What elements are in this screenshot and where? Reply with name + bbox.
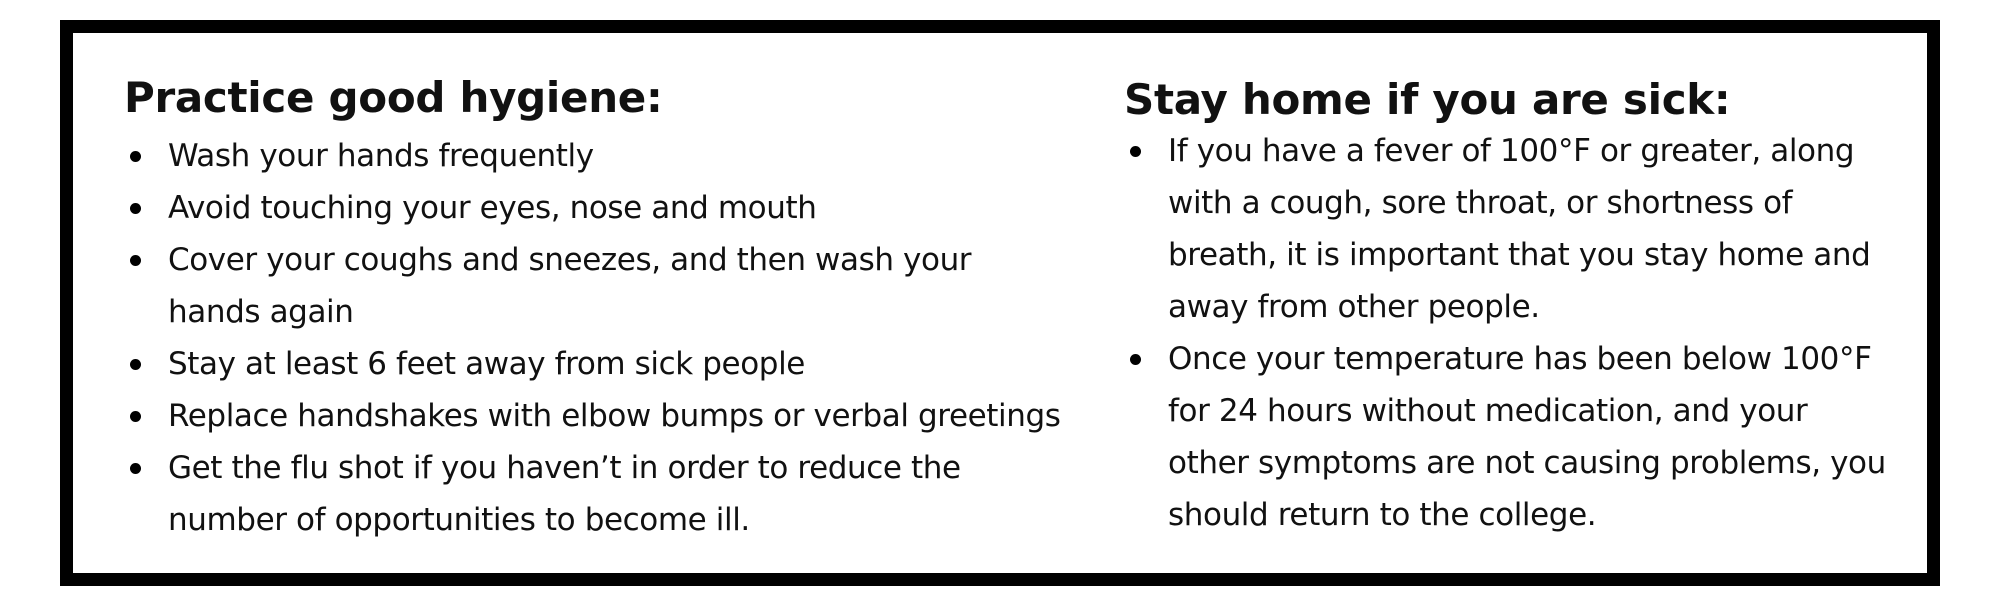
stay-home-item-text: Once your temperature has been below 100°F for 24 hours without medication, and your other symptoms are not causing problems, you should return to the college. xyxy=(1168,341,1886,533)
hygiene-list-item xyxy=(124,390,1064,442)
hygiene-item-text: Replace handshakes with elbow bumps or verbal greetings xyxy=(168,398,1061,434)
hygiene-list-item xyxy=(124,338,1064,390)
hygiene-heading: Practice good hygiene: xyxy=(124,73,663,122)
bullet-icon xyxy=(130,203,141,214)
bullet-icon xyxy=(130,255,141,266)
stay-home-list xyxy=(1124,125,1894,541)
hygiene-item-text: Wash your hands frequently xyxy=(168,138,594,174)
hygiene-list xyxy=(124,130,1064,546)
bullet-icon xyxy=(130,359,141,370)
bullet-icon xyxy=(1130,354,1141,365)
bullet-icon xyxy=(130,151,141,162)
bullet-icon xyxy=(130,463,141,474)
bullet-icon xyxy=(1130,146,1141,157)
hygiene-section xyxy=(124,33,1064,546)
hygiene-list-item xyxy=(124,130,1064,182)
hygiene-item-text: Get the flu shot if you haven’t in order to reduce the number of opportunities to become ill. xyxy=(168,450,961,538)
stay-home-list-item xyxy=(1124,125,1894,333)
hygiene-item-text: Stay at least 6 feet away from sick people xyxy=(168,346,805,382)
notice-frame xyxy=(60,20,1940,586)
hygiene-item-text: Avoid touching your eyes, nose and mouth xyxy=(168,190,817,226)
stay-home-heading: Stay home if you are sick: xyxy=(1124,75,1731,124)
stay-home-item-text: If you have a fever of 100°F or greater, along with a cough, sore throat, or shortness of breath, it is important that you stay home and away from other people. xyxy=(1168,133,1871,325)
bullet-icon xyxy=(130,411,141,422)
stay-home-section xyxy=(1124,33,1894,541)
hygiene-list-item xyxy=(124,442,1064,546)
hygiene-item-text: Cover your coughs and sneezes, and then wash your hands again xyxy=(168,242,972,330)
stay-home-list-item xyxy=(1124,333,1894,541)
hygiene-list-item xyxy=(124,234,1064,338)
hygiene-list-item xyxy=(124,182,1064,234)
